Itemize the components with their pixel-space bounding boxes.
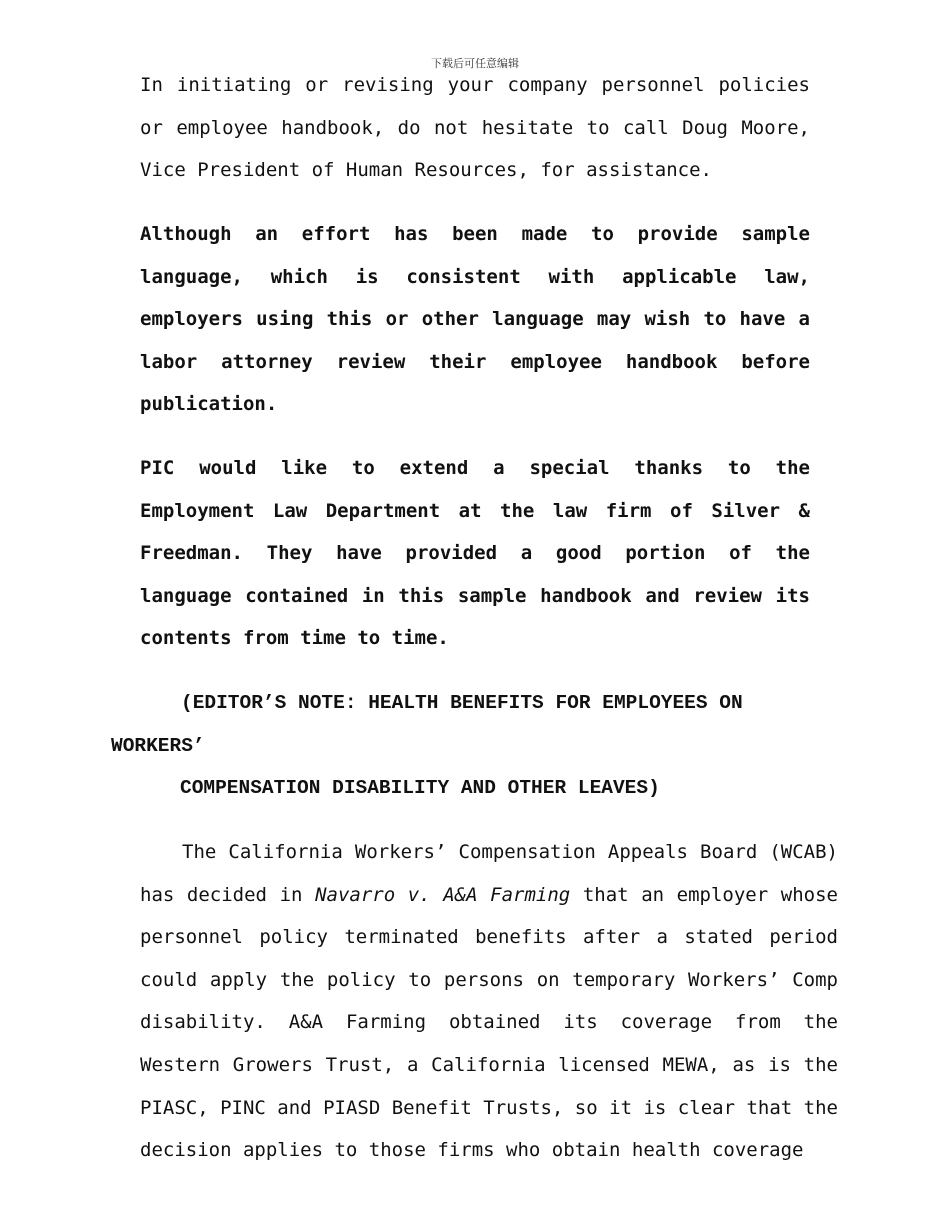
wcab-text-after-case: that an employer whose personnel policy terminated benefits after a stated period could apply the policy to persons on temporary Workers’ Comp disability. A&A Farming obtained its coverage from the Western Growers Trust, a California licensed MEWA, as is the PIASC, PINC and PIASD Benefit Trusts, so it is clear that the decision applies to those firms who obtain health coverage (140, 883, 838, 1162)
watermark-text: 下载后可任意编辑 (431, 57, 519, 70)
editors-note-line-3: COMPENSATION DISABILITY AND OTHER LEAVES) (180, 777, 660, 799)
case-name: Navarro v. A&A Farming (315, 883, 571, 906)
paragraph-wcab-decision (140, 831, 838, 1172)
editors-note-line-2: WORKERS’ (111, 735, 205, 757)
paragraph-legal-disclaimer: Although an effort has been made to provide sample language, which is consistent with applicable law, employers using this or other language may wish to have a labor attorney review their employee handbook before publication. (140, 223, 810, 416)
paragraph-contact-hr: In initiating or revising your company personnel policies or employee handbook, do not hesitate to call Doug Moore, Vice President of Human Resources, for assistance. (140, 74, 810, 182)
paragraph-acknowledgement: PIC would like to extend a special thanks to the Employment Law Department at the law firm of Silver & Freedman. They have provided a good portion of the language contained in this sample handbook and review its contents from time to time. (140, 457, 810, 650)
editors-note-line-1: (EDITOR’S NOTE: HEALTH BENEFITS FOR EMPLOYEES ON (181, 692, 743, 714)
wcab-text-before-case: The California Workers’ Compensation Appeals Board (WCAB) has decided in (140, 841, 838, 906)
